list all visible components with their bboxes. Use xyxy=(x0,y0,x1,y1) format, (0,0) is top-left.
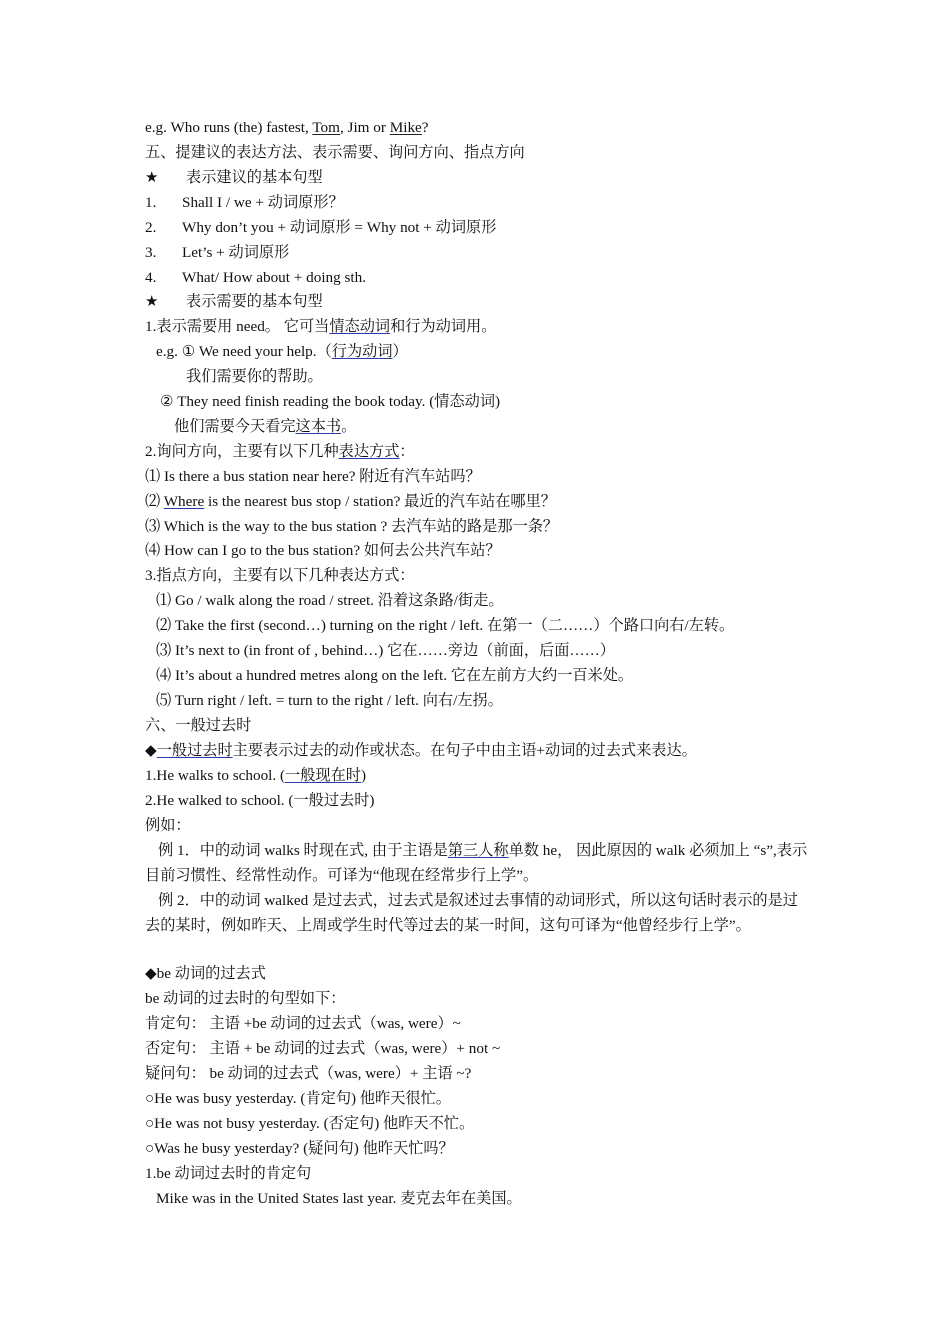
list-number: ⑷ xyxy=(145,542,161,559)
list-text: Turn right / left. = turn to the right / left. 向右/左拐。 xyxy=(171,692,503,709)
text-line: be 动词的过去时的句型如下： xyxy=(145,990,346,1007)
underlined-text: 表达方式 xyxy=(338,443,400,460)
list-number: ⑷ xyxy=(156,667,172,684)
text-line: 1.be 动词过去时的肯定句 xyxy=(145,1165,312,1182)
list-item xyxy=(156,591,504,611)
list-text: Shall I / we + 动词原形？ xyxy=(182,194,344,211)
text: 2.询问方向，主要有以下几种 xyxy=(145,443,339,460)
text-line xyxy=(145,442,415,462)
text: ） xyxy=(392,343,408,360)
text-line: 例如： xyxy=(145,817,191,834)
underlined-text: 行为动词 xyxy=(331,343,393,360)
list-item xyxy=(156,691,503,711)
text: 主要表示过去的动作或状态。在句子中由主语+动词的过去式来表达。 xyxy=(232,742,697,759)
translation-line xyxy=(174,417,356,437)
example-line: 2.He walked to school. (一般过去时) xyxy=(145,792,375,809)
example-line: ○He was busy yesterday. (肯定句) 他昨天很忙。 xyxy=(145,1090,451,1107)
list-text: Take the first (second…) turning on the right / left. 在第一（二……）个路口向右/左转。 xyxy=(171,617,735,634)
underlined-text: 一般过去时 xyxy=(156,742,233,759)
list-text: Why don’t you + 动词原形 = Why not + 动词原形 xyxy=(182,219,497,236)
text: 例 1．中的动词 walks 时现在式, 由于主语是 xyxy=(158,842,448,859)
pattern-line: 肯定句： 主语 +be 动词的过去式（was, were）~ xyxy=(145,1015,461,1032)
list-number: ⑶ xyxy=(156,642,172,659)
text-line: 3.指点方向，主要有以下几种表达方式： xyxy=(145,567,415,584)
paragraph xyxy=(145,838,810,888)
list-number: ⑵ xyxy=(156,617,172,634)
diamond-icon: ◆ xyxy=(145,742,157,759)
list-text: Which is the way to the bus station ? 去汽车站的路是那一条？ xyxy=(160,518,559,535)
list-number: ⑸ xyxy=(156,692,172,709)
text: 和行为动词用。 xyxy=(390,318,497,335)
text: 1.表示需要用 need。 它可当 xyxy=(145,318,330,335)
example-line: Mike was in the United States last year. 麦克去年在美国。 xyxy=(156,1190,522,1207)
text: ： xyxy=(399,443,415,460)
subheading xyxy=(145,292,323,312)
list-item xyxy=(145,467,481,487)
pattern-line: 否定句： 主语 + be 动词的过去式（was, were）+ not ~ xyxy=(145,1040,501,1057)
list-number: 2. xyxy=(145,219,157,236)
text: 1.He walks to school. ( xyxy=(145,767,286,784)
list-text: It’s about a hundred metres along on the left. 它在左前方大约一百米处。 xyxy=(171,667,634,684)
pattern-line: 疑问句： be 动词的过去式（was, were）+ 主语 ~? xyxy=(145,1065,472,1082)
underlined-text: 这本书 xyxy=(295,418,342,435)
underlined-text: Where xyxy=(163,493,205,510)
list-text: How can I go to the bus station? 如何去公共汽车站？ xyxy=(160,542,501,559)
star-icon: ★ xyxy=(145,169,159,186)
list-number: ⑵ xyxy=(145,493,161,510)
list-text: Go / walk along the road / street. 沿着这条路/街走。 xyxy=(171,592,504,609)
underlined-text: Tom xyxy=(312,119,340,136)
text: ) xyxy=(360,767,367,784)
text: e.g. Who runs (the) fastest, xyxy=(145,119,313,136)
example-line: ○Was he busy yesterday? (疑问句) 他昨天忙吗？ xyxy=(145,1140,454,1157)
example-line xyxy=(156,342,408,362)
example-line: ② They need finish reading the book today. (情态动词) xyxy=(160,393,501,410)
star-icon: ★ xyxy=(145,293,159,310)
list-number: 3. xyxy=(145,244,157,261)
list-text: It’s next to (in front of , behind…) 它在……旁边（前面，后面……） xyxy=(171,642,615,659)
text-line xyxy=(145,317,496,337)
list-number: ⑴ xyxy=(156,592,172,609)
list-item xyxy=(145,492,556,512)
list-text: is the nearest bus stop / station? 最近的汽车站在哪里？ xyxy=(204,493,556,510)
underlined-text: 第三人称 xyxy=(447,842,509,859)
example-line xyxy=(145,766,366,786)
list-item xyxy=(145,193,344,213)
list-text: Let’s + 动词原形 xyxy=(182,244,290,261)
underlined-text: 一般现在时 xyxy=(285,767,361,784)
list-number: 4. xyxy=(145,269,157,286)
list-number: ⑴ xyxy=(145,468,161,485)
list-item xyxy=(145,243,289,263)
list-number: ⑶ xyxy=(145,518,161,535)
subheading-text: 表示需要的基本句型 xyxy=(186,293,323,310)
section-heading: 六、一般过去时 xyxy=(145,717,252,734)
text: 。 xyxy=(341,418,357,435)
list-item xyxy=(156,666,633,686)
list-item xyxy=(156,616,734,636)
list-item xyxy=(145,268,366,288)
translation-line: 我们需要你的帮助。 xyxy=(186,368,323,385)
text: e.g. ① We need your help.（ xyxy=(156,343,332,360)
list-item xyxy=(145,517,558,537)
subheading: ◆be 动词的过去式 xyxy=(145,965,266,982)
list-text: What/ How about + doing sth. xyxy=(182,269,367,286)
text-line xyxy=(145,741,697,761)
text: , Jim or xyxy=(339,119,390,136)
text: 他们需要今天看完 xyxy=(174,418,296,435)
text: ? xyxy=(421,119,429,136)
list-item xyxy=(145,218,496,238)
subheading-text: 表示建议的基本句型 xyxy=(186,169,323,186)
list-item xyxy=(156,641,615,661)
example-line xyxy=(145,118,429,138)
section-heading: 五、提建议的表达方法、表示需要、询问方向、指点方向 xyxy=(145,144,525,161)
underlined-text: 情态动词 xyxy=(329,318,391,335)
underlined-text: Mike xyxy=(389,119,422,136)
example-line: ○He was not busy yesterday. (否定句) 他昨天不忙。 xyxy=(145,1115,475,1132)
subheading xyxy=(145,168,323,188)
paragraph: 例 2．中的动词 walked 是过去式，过去式是叙述过去事情的动词形式，所以这句话时表示的是过去的某时，例如昨天、上周或学生时代等过去的某一时间，这句可译为“他曾经步行上学”。 xyxy=(145,892,798,934)
list-text: Is there a bus station near here? 附近有汽车站吗？ xyxy=(160,468,481,485)
list-item xyxy=(145,541,501,561)
text: 单数 he， 因此原因的 walk 必须加上 “s”,表示目前习惯性、经常性动作。可译为“他现在经常步行上学”。 xyxy=(145,842,808,884)
list-number: 1. xyxy=(145,194,157,211)
